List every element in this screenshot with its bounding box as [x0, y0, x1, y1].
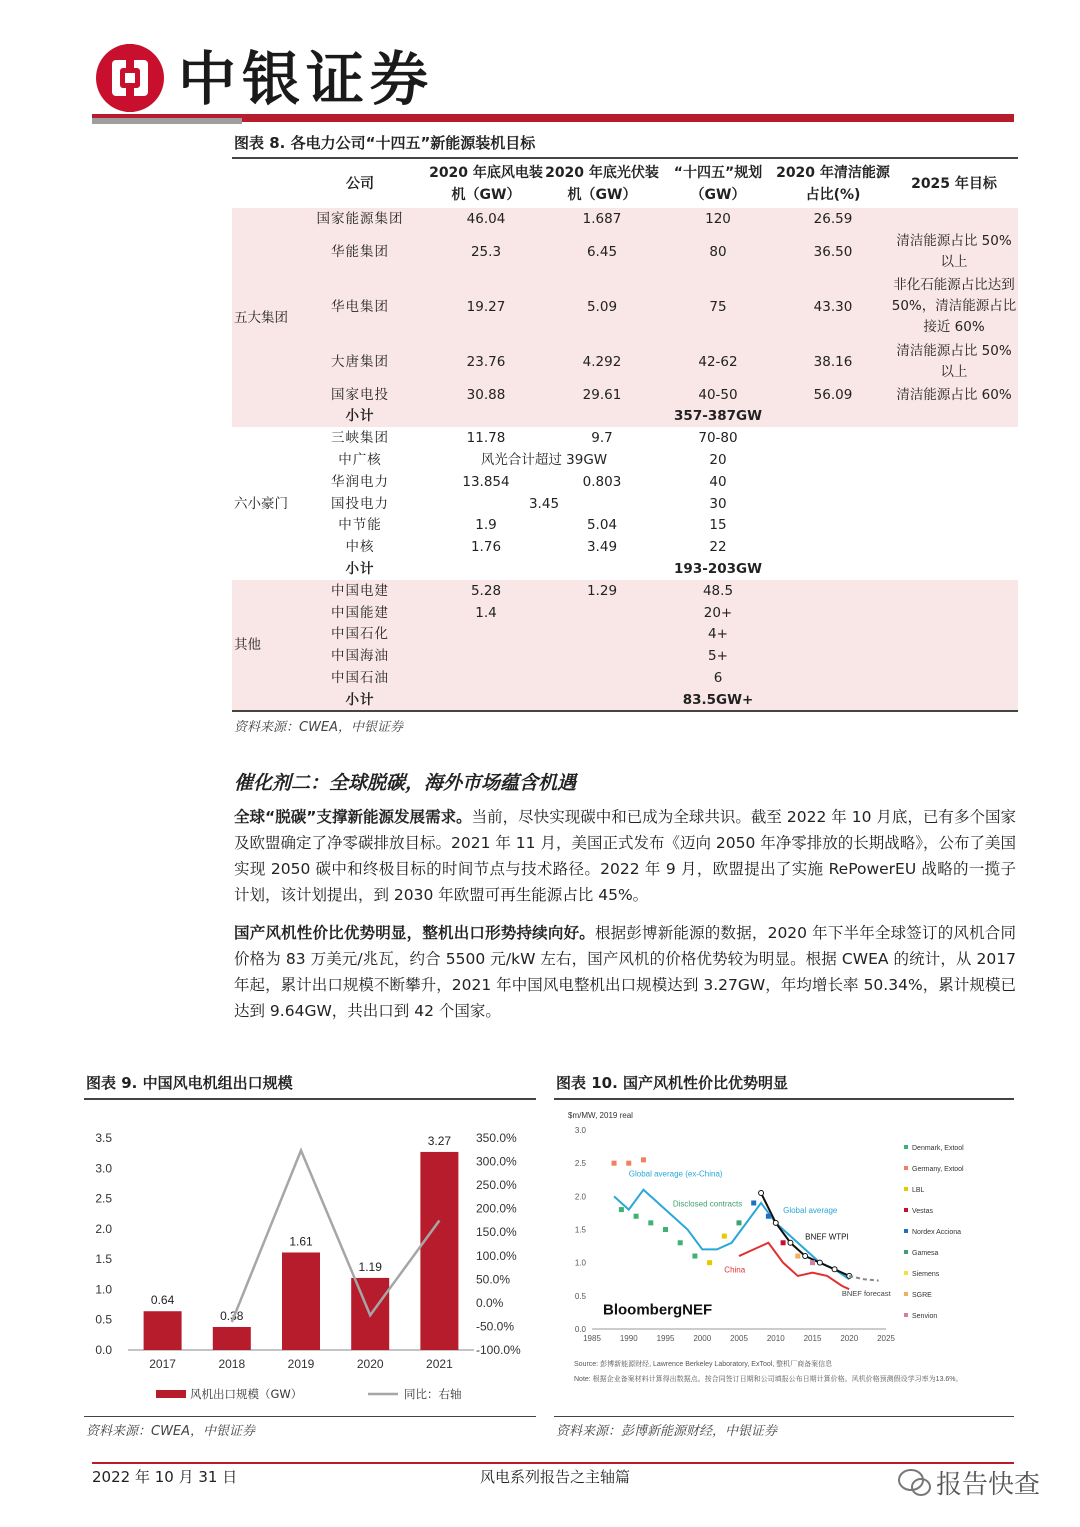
paragraph-1 — [234, 804, 1016, 908]
x-tick-label: 1995 — [656, 1334, 675, 1343]
bar — [144, 1311, 182, 1350]
table-row: 国家电投 30.88 29.61 40-50 56.09 清洁能源占比 60% — [232, 384, 1018, 406]
contract-marker — [737, 1220, 742, 1225]
table-row: 五大集团 国家能源集团 46.04 1.687 120 26.59 — [232, 208, 1018, 230]
legend-swatch — [904, 1292, 908, 1296]
legend-swatch — [904, 1208, 908, 1212]
legend-swatch — [904, 1250, 908, 1254]
y2-tick-label: -100.0% — [476, 1343, 521, 1357]
y2-tick-label: 250.0% — [476, 1178, 517, 1193]
paragraph-2 — [234, 920, 1016, 1024]
table-row: 华能集团 25.3 6.45 80 36.50 清洁能源占比 50% 以上 — [232, 230, 1018, 274]
x-tick-label: 2017 — [149, 1357, 176, 1371]
chart9-source: 资料来源：CWEA，中银证券 — [86, 1424, 256, 1439]
col-solar: 2020 年底光伏装机（GW） — [545, 165, 659, 203]
wtpi-point — [788, 1240, 793, 1245]
legend-swatch — [904, 1229, 908, 1233]
subtotal-row: 小计 193-203GW — [345, 561, 762, 578]
contract-marker — [678, 1240, 683, 1245]
legend-swatch — [904, 1313, 908, 1317]
paragraph-1-lead: 全球“脱碳”支撑新能源发展需求。 — [234, 808, 472, 826]
header-rule-accent — [92, 118, 242, 124]
y-tick-label: 0.0 — [574, 1325, 586, 1334]
bank-logo-icon — [96, 44, 164, 112]
brand-name: 中银证券 — [178, 45, 435, 113]
col-clean: 2020 年清洁能源占比(%) — [776, 165, 890, 203]
bar-value-label: 0.64 — [150, 1293, 175, 1308]
y-tick-label: 3.5 — [95, 1131, 112, 1145]
group-label: 其他 — [232, 580, 292, 711]
legend-label: Senvion — [912, 1313, 938, 1320]
table-row: 国投电力 3.45 30 — [331, 495, 727, 512]
y-tick-label: 0.5 — [95, 1312, 112, 1327]
col-plan: “十四五”规划（GW） — [673, 165, 763, 203]
table-row: 华电集团 19.27 5.09 75 43.30 非化石能源占比达到 50%，清洁能源占比接近 60% — [232, 274, 1018, 340]
paragraph-2-lead: 国产风机性价比优势明显，整机出口形势持续向好。 — [234, 924, 595, 942]
table-row: 中国石油 6 — [232, 667, 1018, 689]
legend-swatch — [904, 1145, 908, 1149]
contract-marker — [648, 1220, 653, 1225]
table-row: 中国能建 1.4 20+ — [232, 602, 1018, 624]
x-tick-label: 2005 — [730, 1334, 748, 1343]
y-tick-label: 2.5 — [95, 1191, 112, 1206]
y2-tick-label: 0.0% — [476, 1295, 504, 1310]
contract-marker — [766, 1214, 771, 1219]
legend-label: LBL — [912, 1187, 925, 1194]
col-company: 公司 — [346, 176, 374, 192]
table-bottom-rule — [232, 710, 1018, 712]
legend-label: Siemens — [912, 1271, 940, 1278]
y2-tick-label: 200.0% — [476, 1201, 517, 1216]
watermark: 报告快查 — [936, 1470, 1041, 1500]
x-tick-label: 2010 — [766, 1334, 785, 1343]
annotation: Global average (ex-China) — [628, 1169, 723, 1179]
bar — [420, 1152, 458, 1350]
contract-marker — [795, 1254, 800, 1259]
table-row: 六小豪门 三峡集团 11.78 9.7 70-80 — [232, 427, 1018, 449]
chart9-title: 图表 9. 中国风电机组出口规模 — [86, 1074, 293, 1092]
export-chart — [84, 1100, 536, 1416]
y2-tick-label: 50.0% — [476, 1272, 511, 1287]
annotation: BNEF forecast — [841, 1288, 891, 1298]
x-tick-label: 2015 — [803, 1334, 822, 1343]
chart10-top-rule — [554, 1098, 1014, 1100]
y-tick-label: 1.5 — [95, 1252, 112, 1267]
chart10-title: 图表 10. 国产风机性价比优势明显 — [556, 1074, 789, 1092]
y2-tick-label: -50.0% — [476, 1319, 515, 1334]
y-tick-label: 1.0 — [574, 1258, 586, 1268]
y-tick-label: 2.5 — [574, 1159, 586, 1169]
x-tick-label: 2000 — [693, 1334, 712, 1343]
contract-marker — [612, 1161, 617, 1166]
annotation: Disclosed contracts — [672, 1199, 743, 1209]
bnef-logo-text: BloombergNEF — [603, 1301, 713, 1319]
y-tick-label: 1.5 — [574, 1225, 586, 1235]
y2-tick-label: 300.0% — [476, 1154, 517, 1169]
table-row: 中广核 风光合计超过 39GW 20 — [338, 452, 727, 469]
table-row: 中节能 1.9 5.04 15 — [338, 517, 727, 534]
x-tick-label: 2020 — [840, 1334, 859, 1343]
table-title: 图表 8. 各电力公司“十四五”新能源装机目标 — [234, 134, 536, 152]
legend-swatch — [904, 1271, 908, 1275]
footer-series: 风电系列报告之主轴篇 — [480, 1468, 631, 1486]
x-tick-label: 1990 — [619, 1334, 638, 1343]
y-axis-label: $m/MW, 2019 real — [568, 1111, 633, 1120]
y2-tick-label: 350.0% — [476, 1131, 517, 1145]
price-chart — [556, 1104, 1014, 1414]
page-header — [0, 0, 1080, 130]
bar-value-label: 1.61 — [289, 1234, 313, 1249]
x-tick-label: 2018 — [218, 1357, 246, 1371]
y2-tick-label: 100.0% — [476, 1248, 517, 1263]
legend-label: SGRE — [912, 1292, 932, 1299]
legend-label: Nordex Acciona — [912, 1229, 962, 1236]
annotation: BNEF WTPI — [805, 1232, 849, 1242]
wtpi-point — [832, 1267, 837, 1272]
chart9-bottom-rule — [84, 1416, 536, 1417]
x-tick-label: 2025 — [877, 1334, 895, 1343]
table-row: 华润电力 13.854 0.803 40 — [331, 473, 727, 490]
legend-label: Vestas — [912, 1208, 934, 1215]
wechat-icon — [898, 1468, 932, 1498]
chart10-bottom-rule — [554, 1416, 1014, 1417]
table-top-rule — [232, 157, 1018, 159]
bar — [213, 1327, 251, 1350]
footer-date: 2022 年 10 月 31 日 — [92, 1468, 238, 1486]
bar-value-label: 1.19 — [358, 1259, 382, 1274]
annotation: China — [724, 1265, 746, 1275]
group-label: 六小豪门 — [234, 495, 288, 512]
bar-value-label: 0.38 — [220, 1308, 244, 1323]
wtpi-point — [803, 1254, 808, 1259]
legend-swatch — [904, 1187, 908, 1191]
legend-swatch — [904, 1166, 908, 1170]
y-tick-label: 2.0 — [574, 1192, 586, 1202]
y-tick-label: 3.0 — [95, 1161, 112, 1176]
y-tick-label: 0.0 — [95, 1343, 112, 1357]
x-tick-label: 1985 — [583, 1334, 601, 1343]
col-target: 2025 年目标 — [911, 176, 997, 192]
table-row: 中核 1.76 3.49 22 — [345, 539, 727, 556]
yoy-line — [232, 1150, 440, 1322]
table-header-row — [232, 160, 1018, 208]
contract-marker — [781, 1240, 786, 1245]
contract-marker — [663, 1227, 668, 1232]
chart-note: Note: 根据企业备案材料计算得出数据点。按合同签订日期和公司填报公布日期计算价格。风机价格预测假设学习率为13.6%。 — [574, 1376, 963, 1383]
x-tick-label: 2020 — [356, 1357, 384, 1371]
table-row: 中国石化 4+ — [232, 624, 1018, 646]
contract-marker — [692, 1254, 697, 1259]
x-tick-label: 2019 — [287, 1357, 315, 1371]
legend-line-label: 同比：右轴 — [404, 1387, 462, 1401]
contract-marker — [626, 1161, 631, 1166]
paragraph-2-body: 根据彭博新能源的数据，2020 年下半年全球签订的风机合同价格为 83 万美元/兆瓦，约合 5500 元/kW 左右，国产风机的价格优势较为明显。根据 CWEA 的统计，从 2017 年起，累计出口规模不断攀升，2021 年中国风电整机出口规模达到 3.27GW，年均增长率 50.34%，累计规模已达到 9.64GW，共出口到 42 个国家。 — [234, 924, 1016, 1020]
table-source: 资料来源：CWEA，中银证券 — [234, 720, 404, 735]
group-label: 五大集团 — [232, 208, 292, 427]
contract-marker — [810, 1260, 815, 1265]
contract-marker — [751, 1200, 756, 1205]
col-wind: 2020 年底风电装机（GW） — [429, 165, 543, 203]
capacity-table — [232, 160, 1018, 711]
table-row: 大唐集团 23.76 4.292 42-62 38.16 清洁能源占比 50% 以上 — [232, 340, 1018, 384]
y-tick-label: 3.0 — [574, 1126, 586, 1135]
y-tick-label: 1.0 — [95, 1282, 112, 1297]
wtpi-point — [773, 1220, 778, 1225]
y2-tick-label: 150.0% — [476, 1225, 517, 1240]
table-row: 其他 中国电建 5.28 1.29 48.5 — [232, 580, 1018, 602]
contract-marker — [634, 1214, 639, 1219]
footer-rule — [92, 1462, 1014, 1464]
wtpi-point — [759, 1191, 764, 1196]
y-tick-label: 0.5 — [574, 1291, 586, 1301]
series-line — [849, 1276, 878, 1281]
annotation: Global average — [783, 1205, 838, 1215]
legend-label: Gamesa — [912, 1250, 939, 1257]
subtotal-row: 小计 357-387GW — [232, 406, 1018, 428]
legend-label: Germany, Extool — [912, 1166, 964, 1173]
bar — [282, 1252, 320, 1350]
contract-marker — [641, 1157, 646, 1162]
x-tick-label: 2021 — [426, 1357, 453, 1371]
wtpi-point — [817, 1260, 822, 1265]
chart10-source: 资料来源：彭博新能源财经，中银证券 — [556, 1424, 778, 1439]
series-line — [739, 1243, 849, 1289]
paragraph-1-body: 当前，尽快实现碳中和已成为全球共识。截至 2022 年 10 月底，已有多个国家及欧盟确定了净零碳排放目标。2021 年 11 月，美国正式发布《迈向 2050 年净零排放的长期战略》，公布了美国实现 2050 碳中和终极目标的时间节点与技术路径。2022 年 9 月，欧盟提出了实施 RePowerEU 战略的一揽子计划，该计划提出，到 2030 年欧盟可再生能源占比 45%。 — [234, 808, 1017, 904]
legend-bar-label: 风机出口规模（GW） — [190, 1387, 303, 1401]
table-row: 中国海油 5+ — [232, 645, 1018, 667]
contract-marker — [619, 1207, 624, 1212]
chart-source-note: Source: 彭博新能源财经, Lawrence Berkeley Laboratory, ExTool, 整机厂商备案信息 — [574, 1361, 833, 1368]
contract-marker — [722, 1234, 727, 1239]
section-title: 催化剂二：全球脱碳，海外市场蕴含机遇 — [234, 772, 577, 794]
legend-bar-swatch — [156, 1390, 186, 1398]
contract-marker — [707, 1260, 712, 1265]
bar-value-label: 3.27 — [427, 1133, 452, 1148]
subtotal-row: 小计 83.5GW+ — [232, 689, 1018, 711]
y-tick-label: 2.0 — [95, 1221, 112, 1236]
legend-label: Denmark, Extool — [912, 1145, 964, 1152]
